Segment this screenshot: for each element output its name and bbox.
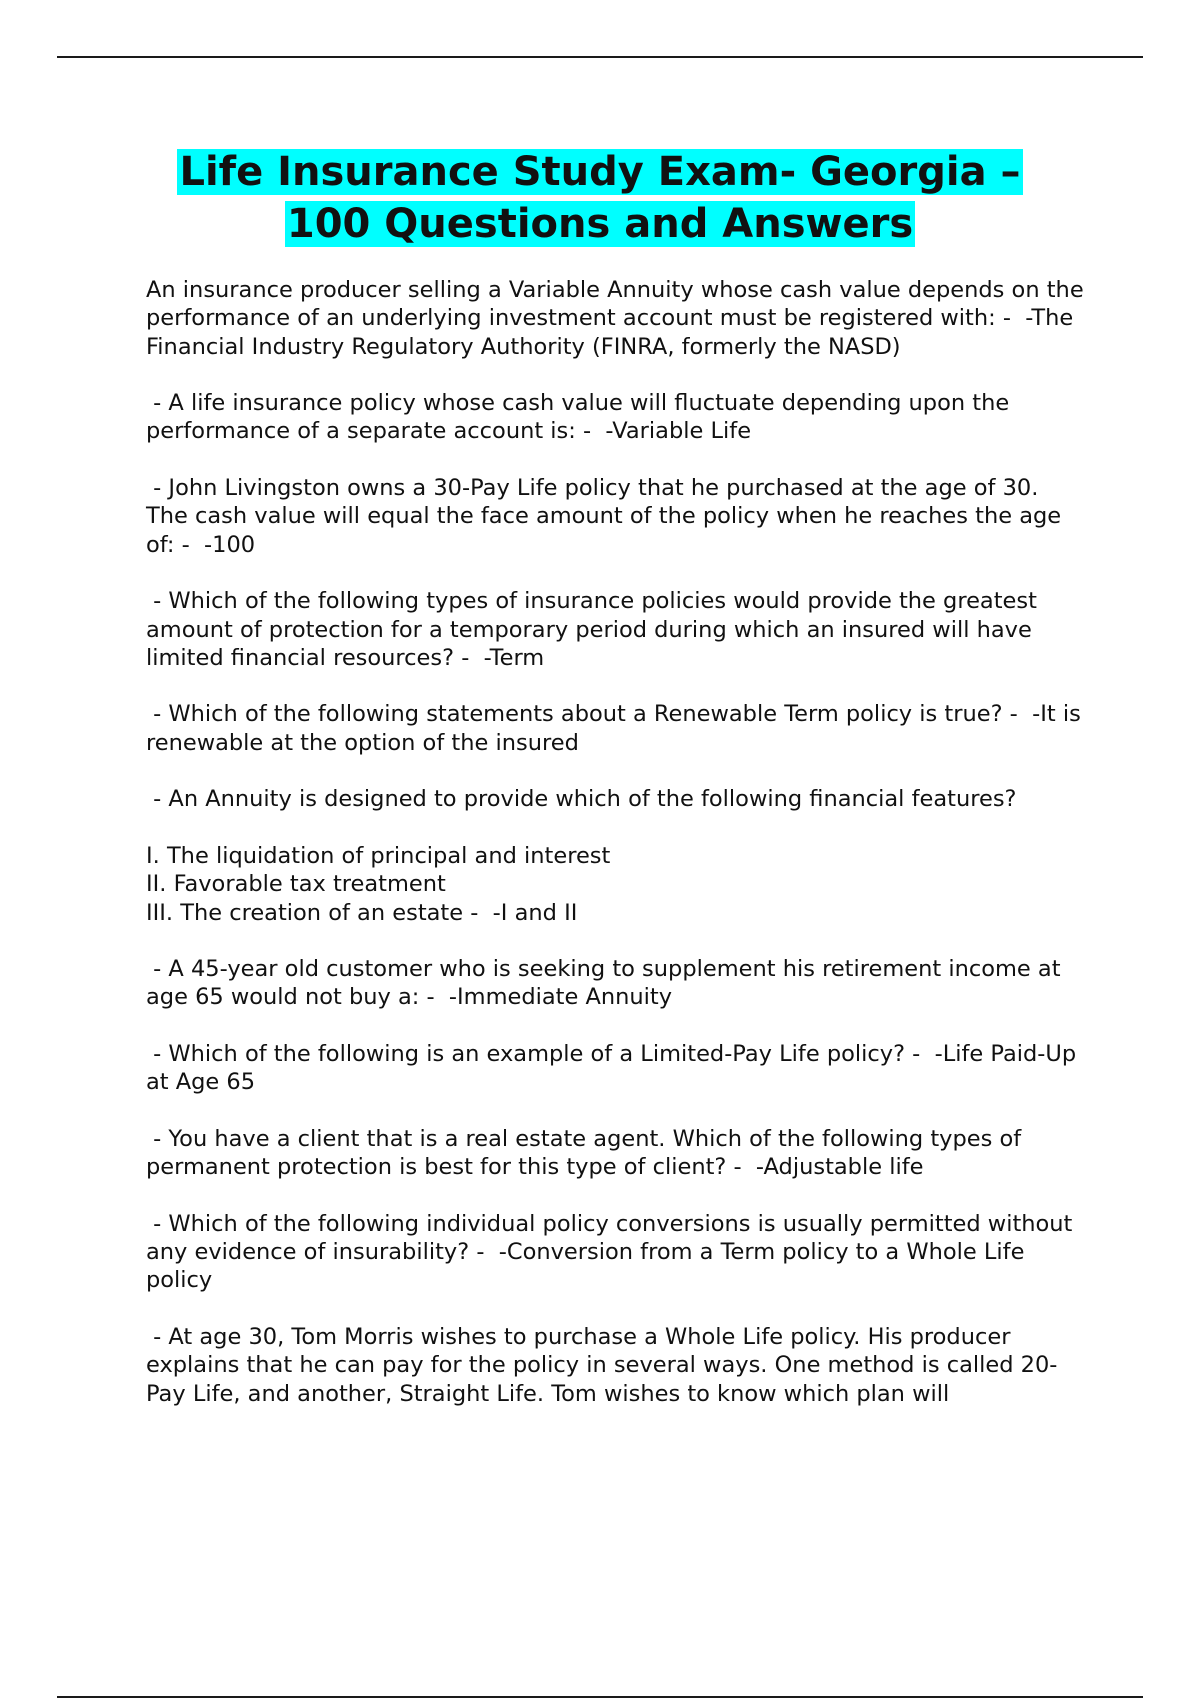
qa-item: An insurance producer selling a Variable Annuity whose cash value depends on the performance of an underlying investment account must be registered with: - -The Financial Industry Regulatory Authority (FINRA, formerly the NASD) <box>146 277 1091 360</box>
title-line-1: Life Insurance Study Exam- Georgia – <box>179 149 1021 195</box>
qa-item: - A 45-year old customer who is seeking to supplement his retirement income at age 65 would not buy a: - -Immediate Annuity <box>146 956 1068 1011</box>
title-line-2: 100 Questions and Answers <box>286 201 914 247</box>
qa-item: - Which of the following statements about a Renewable Term policy is true? - -It is renewable at the option of the insured <box>146 701 1088 756</box>
document-body <box>146 276 1091 1436</box>
top-rule <box>57 56 1143 58</box>
qa-item: - At age 30, Tom Morris wishes to purchase a Whole Life policy. His producer explains that he can pay for the policy in several ways. One method is called 20-Pay Life, and another, Straight Life. Tom wishes to know which plan will <box>146 1323 1058 1407</box>
qa-item: - Which of the following types of insurance policies would provide the greatest amount of protection for a temporary period during which an insured will have limited financial resources? - -Term <box>146 588 1045 671</box>
qa-item: - You have a client that is a real estate agent. Which of the following types of permanent protection is best for this type of client? - -Adjustable life <box>146 1125 1029 1181</box>
qa-item: - Which of the following is an example of a Limited-Pay Life policy? - -Life Paid-Up at Age 65 <box>146 1041 1084 1096</box>
qa-item: - Which of the following individual policy conversions is usually permitted without any evidence of insurability? - -Conversion from a Term policy to a Whole Life policy <box>146 1210 1080 1294</box>
bottom-rule <box>57 1696 1143 1698</box>
qa-item: I. The liquidation of principal and interest II. Favorable tax treatment III. The creation of an estate - -I and II <box>146 842 611 926</box>
qa-item: - An Annuity is designed to provide which of the following financial features? <box>146 786 1017 813</box>
qa-item: - John Livingston owns a 30-Pay Life policy that he purchased at the age of 30. The cash value will equal the face amount of the policy when he reaches the age of: - -100 <box>146 475 1069 558</box>
qa-item: - A life insurance policy whose cash value will fluctuate depending upon the performance of a separate account is: - -Variable Life <box>146 390 1017 445</box>
page-title <box>0 146 1200 250</box>
